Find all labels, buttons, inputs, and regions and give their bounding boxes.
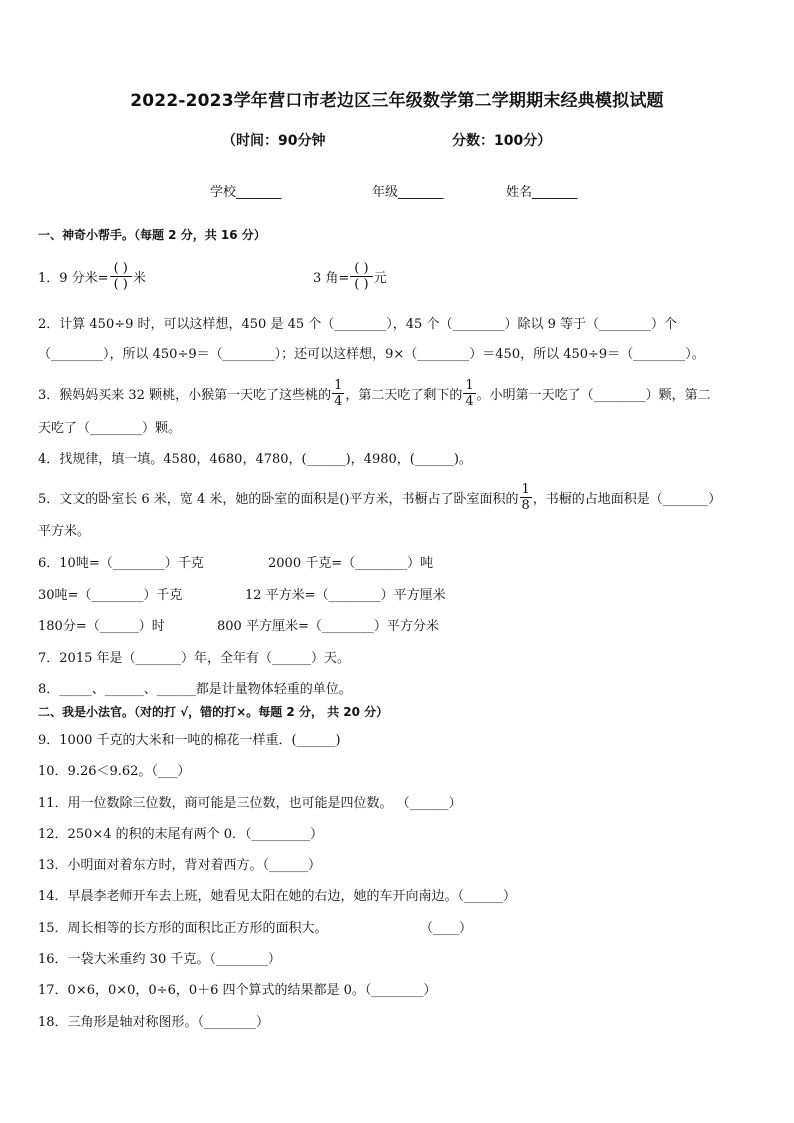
q15-text: 15．周长相等的长方形的面积比正方形的面积大。 <box>38 921 328 936</box>
q5-part-2: ，书橱的占地面积是（_______） <box>532 492 722 507</box>
q3-fraction-1-den: 4 <box>334 394 343 409</box>
question-7: 7．2015 年是（_______）年，全年有（______）天。 <box>38 651 350 666</box>
school-field[interactable]: 学校_______ <box>210 185 282 200</box>
q1b-numerator: ( ) <box>354 261 369 276</box>
question-17: 17．0×6，0×0，0÷6，0＋6 四个算式的结果都是 0。（________） <box>38 983 437 998</box>
q5-fraction-den: 8 <box>521 498 530 513</box>
section-1-heading: 一、神奇小帮手。（每题 2 分，共 16 分） <box>38 228 266 242</box>
question-8: 8．_____、______、______都是计量物体轻重的单位。 <box>38 682 352 697</box>
question-2-line-2: （________），所以 450÷9＝（________）；还可以这样想，9×（________）＝450，所以 450÷9＝（________）。 <box>38 347 705 362</box>
question-18: 18．三角形是轴对称图形。（________） <box>38 1015 270 1030</box>
q1b-prefix: 3 角= <box>313 271 350 286</box>
q5-fraction-num: 1 <box>521 482 530 497</box>
question-12: 12．250×4 的积的末尾有两个 0．（_________） <box>38 827 324 842</box>
q3-fraction-2 <box>463 378 475 409</box>
q3-fraction-2-den: 4 <box>465 394 474 409</box>
question-6b: 2000 千克=（________）吨 <box>268 556 434 571</box>
question-3-line-2: 天吃了（________）颗。 <box>38 421 182 436</box>
q1a-prefix: 1．9 分米= <box>38 271 109 286</box>
q3-fraction-1-num: 1 <box>334 378 343 393</box>
q1b-unit: 元 <box>373 271 387 286</box>
question-6f: 800 平方厘米=（________）平方分米 <box>217 619 439 634</box>
q3-fraction-1 <box>332 378 344 409</box>
q15-answer-blank[interactable]: （____） <box>420 921 473 936</box>
question-1a <box>38 263 146 294</box>
question-16: 16．一袋大米重约 30 千克。（________） <box>38 952 281 967</box>
exam-title: 2022-2023学年营口市老边区三年级数学第二学期期末经典模拟试题 <box>130 91 664 111</box>
q1b-fraction[interactable] <box>350 261 372 292</box>
name-field[interactable]: 姓名_______ <box>506 185 578 200</box>
q5-part-1: 5．文文的卧室长 6 米，宽 4 米，她的卧室的面积是()平方米，书橱占了卧室面积的 <box>38 492 519 507</box>
question-1b <box>313 263 387 294</box>
question-6e: 180分=（______）时 <box>38 619 165 634</box>
q1a-denominator: ( ) <box>110 276 132 292</box>
exam-time: （时间：90分钟 <box>222 133 326 149</box>
question-15 <box>38 917 328 936</box>
question-11: 11．用一位数除三位数，商可能是三位数，也可能是四位数。 （______） <box>38 796 462 811</box>
question-14: 14．早晨李老师开车去上班，她看见太阳在她的右边，她的车开向南边。（______） <box>38 889 517 904</box>
question-5-line-2: 平方米。 <box>38 524 91 539</box>
exam-score: 分数：100分） <box>452 133 552 149</box>
question-6d: 12 平方米=（________）平方厘米 <box>245 588 446 603</box>
question-5-line-1 <box>38 484 721 515</box>
q1a-unit: 米 <box>132 271 146 286</box>
q5-fraction <box>520 482 532 513</box>
grade-field[interactable]: 年级_______ <box>372 185 444 200</box>
question-9: 9．1000 千克的大米和一吨的棉花一样重．(______) <box>38 733 341 748</box>
q1a-numerator: ( ) <box>113 261 128 276</box>
question-10: 10．9.26＜9.62。（___） <box>38 764 191 779</box>
question-2-line-1: 2．计算 450÷9 时，可以这样想，450 是 45 个（________），45 个（________）除以 9 等于（________）个 <box>38 317 677 332</box>
q1a-fraction[interactable] <box>110 261 132 292</box>
question-13: 13．小明面对着东方时，背对着西方。（______） <box>38 858 322 873</box>
q3-part-1: 3．猴妈妈买来 32 颗桃，小猴第一天吃了这些桃的 <box>38 388 332 403</box>
q1b-denominator: ( ) <box>350 276 372 292</box>
question-4: 4．找规律，填一填。4580，4680，4780，(______)，4980，(______)。 <box>38 452 472 467</box>
q3-part-2: ，第二天吃了剩下的 <box>345 388 463 403</box>
q3-part-3: 。小明第一天吃了（________）颗，第二 <box>476 388 711 403</box>
section-2-heading: 二、我是小法官。（对的打 √，错的打×。每题 2 分， 共 20 分） <box>38 705 389 719</box>
question-6a: 6．10吨=（________）千克 <box>38 556 204 571</box>
q3-fraction-2-num: 1 <box>465 378 474 393</box>
question-6c: 30吨=（________）千克 <box>38 588 183 603</box>
question-3-line-1 <box>38 380 711 411</box>
